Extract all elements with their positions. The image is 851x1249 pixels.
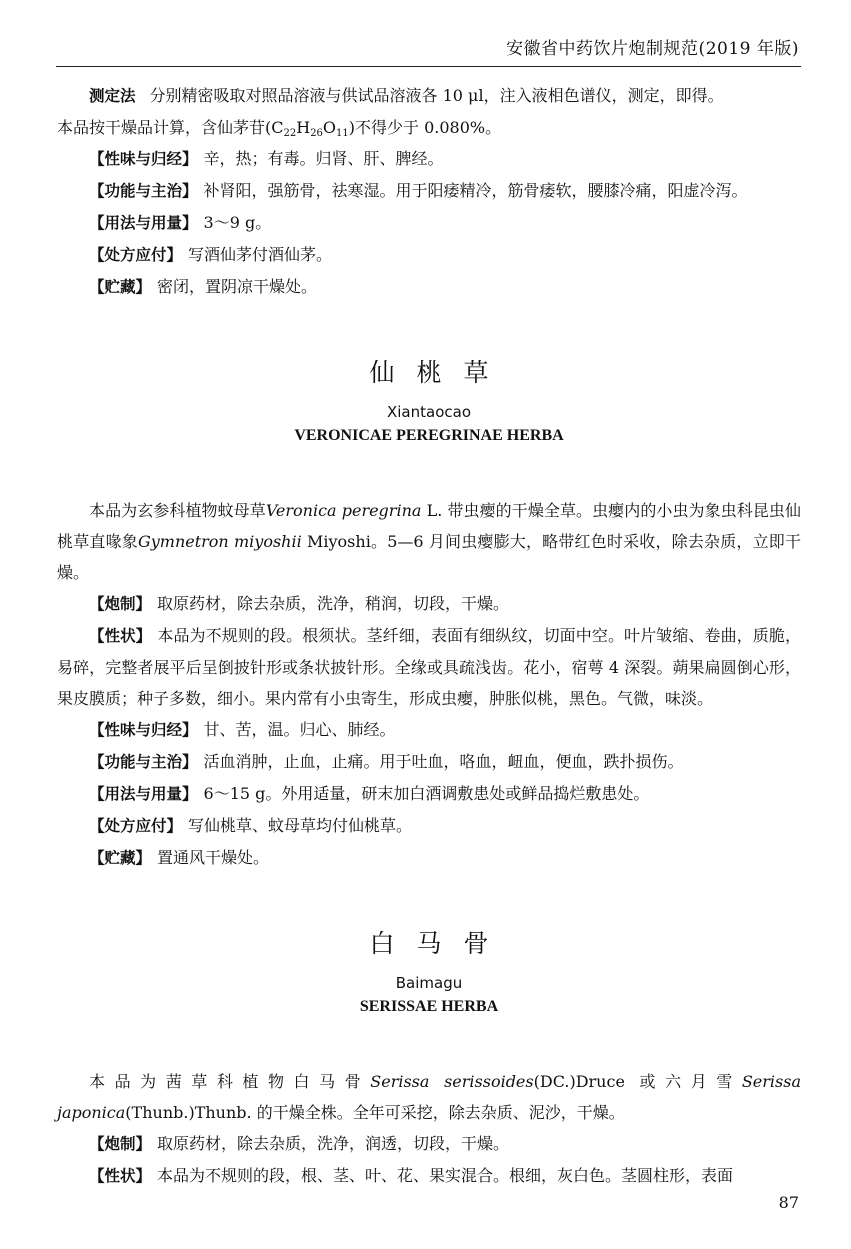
content-limit-post: )不得少于 0.080%。 [348, 118, 502, 137]
processing-label: 【炮制】 [89, 1135, 152, 1153]
page-number: 87 [778, 1193, 799, 1212]
character-label: 【性状】 [89, 627, 152, 645]
rx-label: 【处方应付】 [89, 246, 183, 264]
entry1-processing: 【炮制】 取原药材，除去杂质，洗净，稍润，切段，干燥。 [89, 594, 510, 613]
taste-label: 【性味与归经】 [89, 721, 198, 739]
entry2-latin-name: SERISSAE HERBA [359, 998, 499, 1015]
entry1-heading [57, 353, 801, 445]
entry1-taste: 【性味与归经】 甘、苦，温。归心、肺经。 [89, 720, 396, 739]
entry1-function: 【功能与主治】 活血消肿，止血，止痛。用于吐血，咯血，衄血，便血，跌扑损伤。 [89, 752, 684, 771]
assay-label: 测定法 [89, 87, 136, 105]
entry1-body [57, 495, 801, 874]
content-limit-pre: 本品按干燥品计算，含仙茅苷(C [57, 118, 284, 137]
entry1-usage: 【用法与用量】 6～15 g。外用适量，研末加白酒调敷患处或鲜品捣烂敷患处。 [89, 784, 650, 803]
running-header: 安徽省中药饮片炮制规范(2019 年版) [506, 39, 799, 59]
prev-function-paragraph: 【功能与主治】 补肾阳，强筋骨，祛寒湿。用于阳痿精冷，筋骨痿软，腰膝冷痛，阳虚冷泻。 [89, 181, 748, 200]
usage-label: 【用法与用量】 [89, 214, 198, 232]
character-label: 【性状】 [89, 1167, 152, 1185]
function-label: 【功能与主治】 [89, 753, 198, 771]
usage-label: 【用法与用量】 [89, 785, 198, 803]
prev-storage-paragraph: 【贮藏】 密闭，置阴凉干燥处。 [89, 277, 318, 296]
entry2-description: 本品为茜草科植物白马骨Serissa serissoides(DC.)Druce 或六月雪Serissa japonica(Thunb.)Thunb. 的干燥全株。全年可采挖，除去杂质、泥沙，干燥。 [57, 1072, 801, 1122]
entry1-description: 本品为玄参科植物蚊母草Veronica peregrina L. 带虫瘿的干燥全草。虫瘿内的小虫为象虫科昆虫仙桃草直喙象Gymnetron miyoshii Miyoshi。5—6 月间虫瘿膨大，略带红色时采收，除去杂质，立即干燥。 [57, 501, 801, 582]
entry1-character: 【性状】 本品为不规则的段。根须状。茎纤细，表面有细纵纹，切面中空。叶片皱缩、卷曲，质脆，易碎，完整者展平后呈倒披针形或条状披针形。全缘或具疏浅齿。花小，宿萼 4 深裂。蒴果扁圆倒心形，果皮膜质；种子多数，细小。果内常有小虫寄生，形成虫瘿，肿胀似桃，黑色。气微，味淡。 [57, 626, 801, 708]
assay-text: 分别精密吸取对照品溶液与供试品溶液各 10 μl，注入液相色谱仪，测定，即得。 [149, 86, 724, 105]
assay-paragraph: 测定法 分别精密吸取对照品溶液与供试品溶液各 10 μl，注入液相色谱仪，测定，即得。 本品按干燥品计算，含仙茅苷$(C_{22}H_{26}O_{11})$不得少于 0.080%。 [57, 86, 724, 139]
entry2-title: 白马骨 [369, 929, 511, 958]
entry2-character: 【性状】 本品为不规则的段，根、茎、叶、花、果实混合。根细，灰白色。茎圆柱形，表面 [89, 1166, 734, 1185]
taste-label: 【性味与归经】 [89, 150, 198, 168]
entry1-storage: 【贮藏】 置通风干燥处。 [89, 848, 270, 867]
entry1-latin-name: VERONICAE PEREGRINAE HERBA [294, 427, 564, 444]
entry2-heading [57, 924, 801, 1016]
entry1-pinyin: Xiantaocao [386, 403, 471, 421]
entry2-body [57, 1066, 801, 1192]
entry2-processing: 【炮制】 取原药材，除去杂质，洗净，润透，切段，干燥。 [89, 1134, 510, 1153]
page-body [57, 80, 801, 1192]
function-label: 【功能与主治】 [89, 182, 198, 200]
storage-label: 【贮藏】 [89, 278, 152, 296]
prev-taste-paragraph: 【性味与归经】 辛，热；有毒。归肾、肝、脾经。 [89, 149, 444, 168]
entry2-pinyin: Baimagu [395, 974, 463, 992]
prev-rx-paragraph: 【处方应付】 写酒仙茅付酒仙茅。 [89, 245, 333, 264]
header-rule [56, 66, 801, 67]
entry1-rx: 【处方应付】 写仙桃草、蚊母草均付仙桃草。 [89, 816, 413, 835]
rx-label: 【处方应付】 [89, 817, 183, 835]
entry1-title: 仙桃草 [369, 358, 511, 387]
processing-label: 【炮制】 [89, 595, 152, 613]
storage-label: 【贮藏】 [89, 849, 152, 867]
prev-usage-paragraph: 【用法与用量】 3～9 g。 [89, 213, 272, 232]
